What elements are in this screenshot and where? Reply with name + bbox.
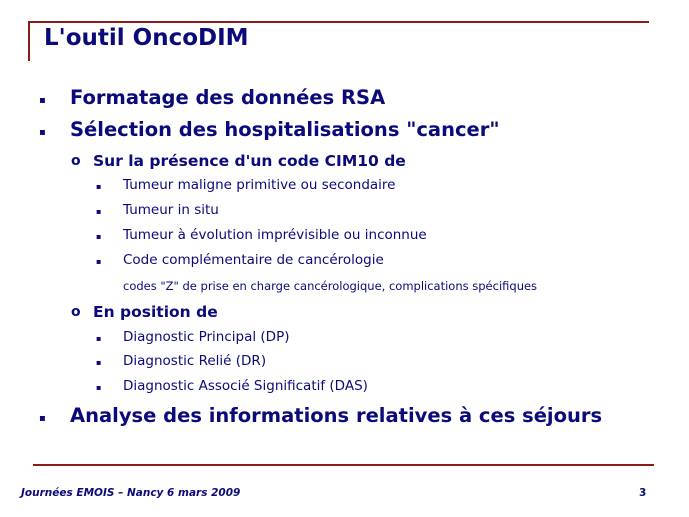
bullet-marker: ▪ bbox=[39, 127, 46, 138]
item-marker: ▪ bbox=[96, 257, 102, 266]
item-tumeur-maligne: Tumeur maligne primitive ou secondaire bbox=[123, 177, 396, 193]
bullet-formatage: Formatage des données RSA bbox=[70, 86, 386, 109]
item-tumeur-evolution: Tumeur à évolution imprévisible ou inconnue bbox=[123, 227, 427, 243]
item-diagnostic-principal: Diagnostic Principal (DP) bbox=[123, 329, 290, 345]
item-diagnostic-associe: Diagnostic Associé Significatif (DAS) bbox=[123, 378, 368, 394]
item-marker: ▪ bbox=[96, 207, 102, 216]
item-marker: ▪ bbox=[96, 232, 102, 241]
item-code-complementaire: Code complémentaire de cancérologie bbox=[123, 252, 384, 268]
bullet-selection: Sélection des hospitalisations "cancer" bbox=[70, 118, 500, 141]
bullet-marker: ▪ bbox=[39, 413, 46, 424]
footer-event: Journées EMOIS – Nancy 6 mars 2009 bbox=[21, 487, 241, 499]
footer-rule bbox=[33, 464, 654, 466]
title-rule-vertical bbox=[28, 21, 30, 61]
sub-bullet-marker: o bbox=[71, 153, 81, 169]
bullet-marker: ▪ bbox=[39, 95, 46, 106]
sub-bullet-position: En position de bbox=[93, 303, 218, 321]
slide-title: L'outil OncoDIM bbox=[44, 25, 249, 51]
codes-z-note: codes "Z" de prise en charge cancérologique, complications spécifiques bbox=[123, 279, 538, 293]
item-marker: ▪ bbox=[96, 334, 102, 343]
item-marker: ▪ bbox=[96, 383, 102, 392]
sub-bullet-cim10: Sur la présence d'un code CIM10 de bbox=[93, 152, 406, 170]
title-rule bbox=[28, 21, 649, 23]
sub-bullet-marker: o bbox=[71, 304, 81, 320]
item-marker: ▪ bbox=[96, 358, 102, 367]
page-number: 3 bbox=[639, 487, 647, 499]
item-diagnostic-relie: Diagnostic Relié (DR) bbox=[123, 353, 267, 369]
bullet-analyse: Analyse des informations relatives à ces séjours bbox=[70, 404, 603, 427]
item-marker: ▪ bbox=[96, 182, 102, 191]
item-tumeur-in-situ: Tumeur in situ bbox=[123, 202, 219, 218]
